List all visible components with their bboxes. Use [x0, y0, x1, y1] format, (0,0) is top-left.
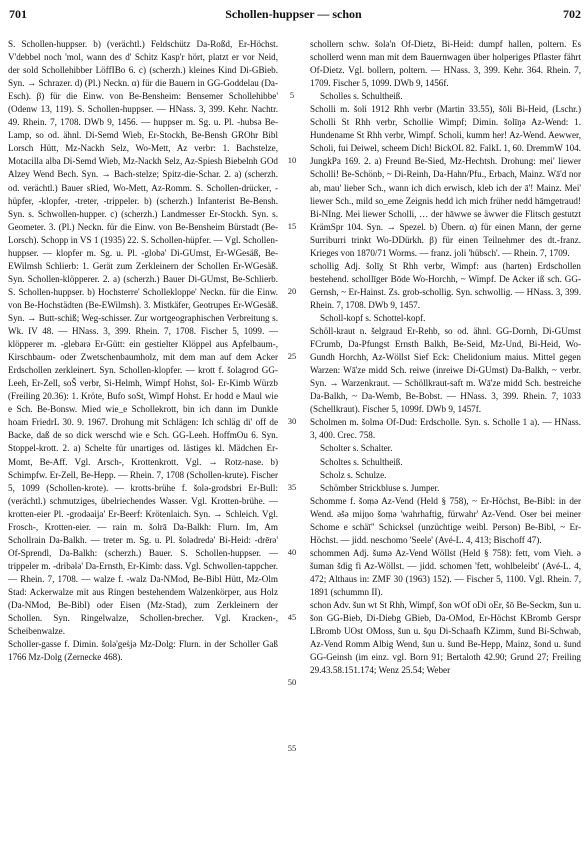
line-number: 15	[287, 220, 297, 231]
page-header	[0, 0, 587, 22]
cross-reference-entry: Scholles s. Schultheiß.	[320, 91, 403, 102]
line-number: 50	[287, 677, 297, 688]
line-number: 45	[287, 612, 297, 623]
dictionary-entry: Scholli m. šoli 1912 Rhh verbr (Martin 33.55), šōli Bi-Heid, (Lschr.) Scholli St Rhh verbr, Schollie Wimpf; Dimin. šolīŋə Az-Wend: 1. Hundename St Rhh verbr, Wimpf. Scholi, kumm her! Az-Wend. Aewwer, Scholi, fui Deiwel, scheem Dich! BickOL 82. FalkL 1, 60. DremmW 104. JungkPa 169. 2. a) Freund Be-Sied, Mz-Hechtsh. Drohung: mei' liewer Scholli! Be-Schönb, ~ Di-Reinh, Da-Hahn/Pfu., Erbach, Mainz. Wā'd nor ab, mau' lieber Sch., wann ich dich erwisch, kleb ich der ā'! Mainz. Mei' liewer Sch., mild so_eme Zeignis hedd ich mich früher nedd hāmgetraud! Bi-NIng. Mei liewer Scholli, … der hāwwe se äwwer die Flitsch gestutzt KrämSpr 104. Syn. → Spezel. b) Übern. α) für einen Mann, der gerne Surriburri trinkt Wo-DDürkh. β) für einen Teilnehmer des dt.-franz. Krieges von 1870/71 Worms. — franz. joli 'hübsch'. — Rhein. 7, 1709.	[310, 104, 581, 258]
dictionary-entry: schon Adv. šun wt St Rhh, Wimpf, šon wOf oDi oEr, šō Be-Seckm, šun u. šon GG-Bieb, Di-Diebg GBieb, Da-OMod, Er-Höchst KBromb Gerspr LBromb UOst OMoss, šun u. šǫu Di-Schaafh KZimm, šund Bi-Schwab, Az-Vend Romm Albig Wend, šun u. šund Be-Hepp, Mainz, šond u. šund GG-Geinsh (im einz. vgl. Born 91; Bertaloth 42.90; Grund 27; Freiling 29.43.58.151.174; Wenz 25.54; Weber	[310, 600, 581, 676]
line-number: 30	[287, 416, 297, 427]
cross-reference-entry: Schömber Strickbluse s. Jumper.	[320, 482, 440, 493]
right-column	[310, 38, 581, 850]
left-column	[8, 38, 278, 850]
line-number: 35	[287, 481, 297, 492]
line-number: 40	[287, 546, 297, 557]
dictionary-entry: Scholmen m. šolmə Of-Dud: Erdscholle. Syn. s. Scholle 1 a). — HNass. 3, 400. Crec. 758.	[310, 417, 581, 441]
dictionary-entry: S. Schollen-huppser. b) (verächtl.) Feldschütz Da-Roßd, Er-Höchst. V'debbel noch 'mol, wann des d' Schitz Kasp'r hört, platzt er vor Neid, der sold Schollehibber LöffIBo 6. c) (scherzh.) kleines Kind Di-GBieb. Syn. → Schrazer. d) (Pl.) Neckn. α) für die Bauern in GG-Goddelau (Da-Esch). β) für die Einw. von Be-Bensheim: Bensemer Schollehibbe' (Odenw 13, 119). S. Schollen-huppser. — HNass. 3, 399. Kehr. Nachtr. 49. Rhein. 7, 1708. DWb 9, 1456. — huppser m. Sg. u. Pl. -hubsə Be-Lamp, so od. ähnl. Di-Semd Wieb, Er-Stockh, Be-Bensh GROhr Bibl Lorsch Hütt, Mz-Nackh Selz, Wo-Mett, Az verbr: 1. Bachstelze, Motacilla alba Di-Semd Wieb, Mz-Nackh Selz, Az-Spiesh Biebelnh GOd Alzey Wend Bech. Syn. → Bach-stelze; Spitz-die-Schar. 2. a) (scherzh. od. verächtl.) Bauer sRied, Wo-Mett, Az-Romm. S. Schollen-drücker, -hüpfer, -klopfer, -treter, -trippeler. b) (scherzh.) Infanterist Be-Bensh. Syn. s. Schwollen-hupper. c) (scherzh.) Landmesser Er-Stockh. Syn. s. Geometer. 3. (Pl.) Neckn. für die Einw. von Be-Bensheim Bürstadt (Be-Lorsch). Schopp in VS 1 (1935) 22. S. Schollen-hüpfer. — Vgl. Schollen-huppser. — klopfer m. Sg. u. Pl. -globə' Di-GUmst, Er-WGesäß, Be-EWilmsh Schlierb: 1. Gerät zum Zerkleinern der Schollen Er-WGesäß. Syn. Schollen-klöpperer. 2. a) (scherzh.) Bauer Di-GUmst, Be-Schlierb. S. Schollen-huppser. b) Hochsterre' Schollekloppe' Neckn. für die Einw. von Be-Hochstädten (Be-EWilmsh). 3. Mistkäfer, Geotrupes Er-WGesäß. Syn. → Butt-schiß; Weg-schisser. Zur wortgeographischen Verbreitung s. Wk. IV 48. — HNass. 3, 399. Rhein. 7, 1708. Fischer 5, 1099. — klöpperer m. -glebərə Er-Gütt: ein gestielter Klöppel aus Apfelbaum-, Kirschbaum- oder Zwetschenbaumholz, mit dem man auf dem Acker Erdschollen zerkleinert. Syn. Schollen-klopfer. — krott f. šolagrod GG-Leeh, Er-Zell, soŠ verbr, Si-Helmh, Wimpf Hohst, šol- Er-Kimb Würzb (Freiling 20.36): 1. Kröte, Bufo soSt, Wimpf Hohst. Er hodd e Maul wie e Sch. Be-Bonsw. Mied wie_e Schollekrott, bin ich dann im Dunkle hoam FriedrL 30. 9. 1967. Drohung mit Schlägen: Ich schläg di' off de Backe, daß de so dick werschd wie e Sch. GG-Leeh. HoffmOu 6. Syn. Stoppel-krott. 2. a) Schelte für unartiges od. lästiges kl. Mädchen Er-Momt, Be-Aff. Vgl. Arsch-, Krottenkrott. Vgl. → Rotz-nase. b) Schimpfw. Er-Zell, Be-Hepp. — Rhein. 7, 1708 (Schollen-krute). Fischer 5, 1099 (Schollen-krote). — krotts-brühe f. šolə-grodsbri Er-Bull: (verächtl.) schmutziges, übelriechendes Wasser. Vgl. Krotten-brühe. — krotten-eier Pl. -grodəaija' Er-Beerf: Krötenlaich. Syn. → Schleich. Vgl. Frosch-, Krotten-eier. — rain m. šolrā Da-Balkh: Flurn. Im, Am Schollrain Da-Balkh. — treter m. Sg. u. Pl. šolədredə' Bi-Heid: -drērə' Of-Sprendl, Da-Balkh: (scherzh.) Bauer. S. Schollen-huppser. — trippeler m. -dribələ' Da-Ernsth, Er-Kimb: dass. Vgl. Schwollen-tappcher. — Rhein. 7, 1708. — walze f. -walz Da-NMod, Be-Bibl Hütt, Mz-Olm Stad: Ackerwalze mit aus Ringen bestehendem Walzenkörper, aus Holz (Da-NMod, Be-Bibl) oder Eisen (Mz-Stad), zum Zerkleinern der Schollen. Syn. Ringelwalze, Schollen-brecher. Vgl. Kracken-, Scheibenwalze.	[8, 39, 278, 637]
cross-reference-entry: Scholz s. Schulze.	[320, 469, 387, 480]
dictionary-entry: schollern schw. šolə'n Of-Dietz, Bi-Heid: dumpf hallen, poltern. Es schollerd wenn man mit dem Bauernwagen über holperiges Pflaster fährt Of-Dietz. Vgl. bollern, poltern. — HNass. 3, 399. Kehr. 364. Rhein. 7, 1709. Fischer 5, 1099. DWb 9, 1456f.	[310, 39, 581, 89]
dictionary-entry: Schomme f. šoṃə Az-Vend (Held § 758), ~ Er-Höchst, Be-Bibl: in der Wend. əšə mijṇo šoṃə 'wahrhaftig, fürwahr' Az-Vend. Oser bei meiner Schome e schäī" Schicksel (unzüchtige weibl. Person) Be-Bibl, ~ Er-Höchst. — jidd. neschomo 'Seele' (Avé-L. 4, 413; Bischoff 47).	[310, 495, 581, 545]
dictionary-entry: Schöll-kraut n. šelgraud Er-Rehb, so od. ähnl. GG-Dornh, Di-GUmst FCrumb, Da-Pfungst Ernsth Balkh, Be-Seid, Mz-Und, Bi-Heid, Wo-Gundh Horchh, Az-Wöllst Sief Eck: Chelidonium maius. Mittel gegen Warzen: Wā'ze midd Sch. reiwe (inreiwe Di-GUmst) Da-Balkh, ~ verbr. Syn. → Warzenkraut. — Schöllkraut-saft m. Wā'ze midd Sch. bestreiche Da-Balkh, ~ Da-Wemb, Be-Bobst. — HNass. 3, 399. Rhein. 7, 1033 (Schellkraut). Fischer 5, 1099f. DWb 9, 1457f.	[310, 326, 581, 415]
page-number-left: 701	[9, 7, 27, 21]
cross-reference-entry: Scholtes s. Schultheiß.	[320, 456, 403, 467]
dictionary-entry: schommen Adj. šumə Az-Vend Wöllst (Held § 758): fett, vom Vieh. ə šuman šdig fi Az-Wöllst. — jidd. schomen 'fett, wohlbeleibt' (Avé-L. 4, 472; Althaus in: ZMF 30 (1963) 152). — Fischer 5, 1100. Vgl. Rhein. 7, 1891 (schummn II).	[310, 547, 581, 597]
line-number: 5	[289, 90, 295, 101]
cross-reference-entry: Scholl-kopf s. Schottel-kopf.	[320, 312, 426, 323]
dictionary-entry: Scholler-gasse f. Dimin. šolə'geṡjə Mz-Dolg: Flurn. in der Scholler Gaß 1766 Mz-Dolg (Zernecke 468).	[8, 639, 278, 663]
line-number: 20	[287, 285, 297, 296]
line-number: 10	[287, 155, 297, 166]
page-number-right: 702	[563, 7, 581, 21]
dictionary-entry: schollig Adj. šolīχ St Rhh verbr, Wimpf: aus (harten) Erdschollen bestehend. schollīger Bōde Wo-Horchh, ~ Wimpf. De Acker iß sch. GG-Gernsh, ~ Er-Hainst. Zs. grob-schollig. Syn. schwollig. — HNass. 3, 399. Rhein. 7, 1708. DWb 9, 1457.	[310, 260, 581, 310]
line-number: 25	[287, 351, 297, 362]
cross-reference-entry: Scholter s. Schalter.	[320, 443, 393, 454]
line-number: 55	[287, 742, 297, 753]
line-number-gutter	[284, 38, 300, 850]
running-title: Schollen-huppser — schon	[225, 7, 362, 21]
